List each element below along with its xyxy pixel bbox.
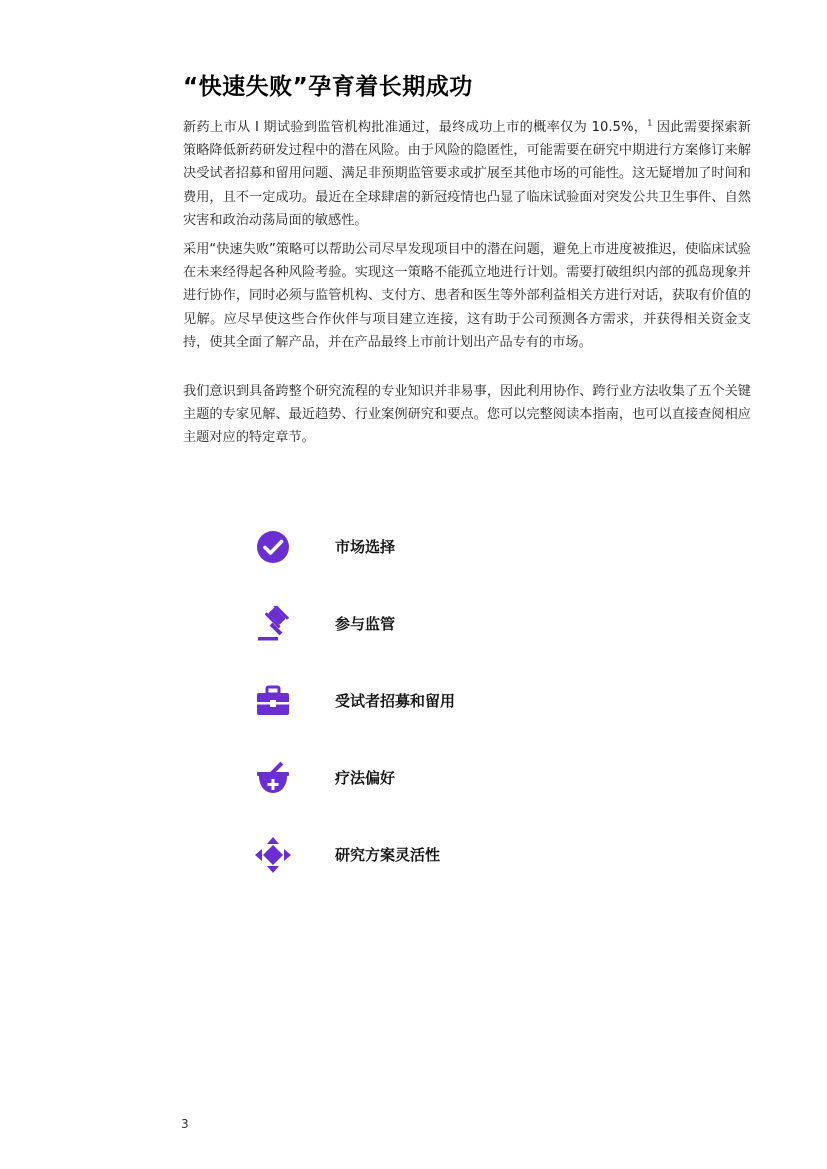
page-title: “快速失败”孕育着长期成功 xyxy=(183,74,473,100)
footnote-marker: 1 xyxy=(647,118,653,128)
topic-label: 研究方案灵活性 xyxy=(335,846,441,864)
move-arrows-icon xyxy=(255,837,291,873)
paragraph-1-text-b: 因此需要探索新策略降低新药研发过程中的潜在风险。由于风险的隐匿性，可能需要在研究中期进行方案修订来解决受试者招募和留用问题、满足非预期监管要求或扩展至其他市场的可能性。这无疑增加了时间和费用，且不一定成功。最近在全球肆虐的新冠疫情也凸显了临床试验面对突发公共卫生事件、自然灾害和政治动荡局面的敏感性。 xyxy=(183,120,751,228)
check-circle-icon xyxy=(255,529,291,565)
topic-recruitment-retention[interactable] xyxy=(255,662,655,739)
intro-paragraph-1 xyxy=(183,116,751,232)
topic-treatment-preference[interactable] xyxy=(255,739,655,816)
gavel-icon xyxy=(255,606,291,642)
intro-paragraph-2: 采用“快速失败”策略可以帮助公司尽早发现项目中的潜在问题，避免上市进度被推迟，使临床试验在未来经得起各种风险考验。实现这一策略不能孤立地进行计划。需要打破组织内部的孤岛现象并进行协作，同时必须与监管机构、支付方、患者和医生等外部利益相关方进行对话，获取有价值的见解。应尽早使这些合作伙伴与项目建立连接，这有助于公司预测各方需求，并获得相关资金支持，使其全面了解产品，并在产品最终上市前计划出产品专有的市场。 xyxy=(183,242,751,350)
page-number: 3 xyxy=(181,1117,189,1131)
briefcase-icon xyxy=(255,683,291,719)
topic-label: 疗法偏好 xyxy=(335,769,396,787)
topic-list xyxy=(255,508,655,893)
topic-label: 受试者招募和留用 xyxy=(335,692,456,710)
topic-label: 参与监管 xyxy=(335,615,396,633)
topic-protocol-flexibility[interactable] xyxy=(255,816,655,893)
topic-label: 市场选择 xyxy=(335,538,396,556)
topic-market-selection[interactable] xyxy=(255,508,655,585)
topic-regulatory-engagement[interactable] xyxy=(255,585,655,662)
mortar-pestle-icon xyxy=(255,760,291,796)
intro-paragraph-3: 我们意识到具备跨整个研究流程的专业知识并非易事，因此利用协作、跨行业方法收集了五个关键主题的专家见解、最近趋势、行业案例研究和要点。您可以完整阅读本指南，也可以直接查阅相应主题对应的特定章节。 xyxy=(183,384,751,446)
paragraph-1-text-a: 新药上市从 I 期试验到监管机构批准通过，最终成功上市的概率仅为 10.5%， xyxy=(183,120,648,135)
